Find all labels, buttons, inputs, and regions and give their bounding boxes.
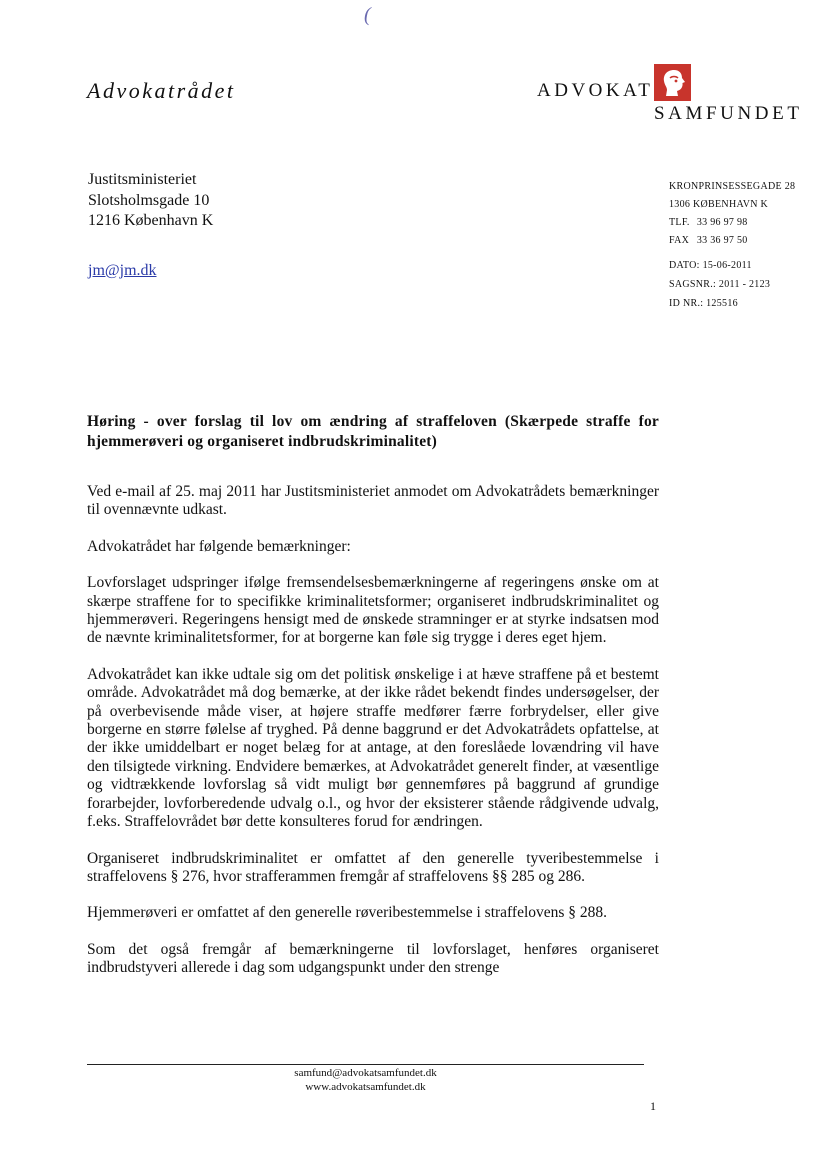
body-paragraph: Hjemmerøveri er omfattet af den generelle røveribestemmelse i straffelovens § 288.	[87, 904, 608, 922]
logo-text-top: ADVOKAT	[537, 80, 654, 101]
id-number: ID NR.: 125516	[669, 298, 738, 309]
body-paragraph: Som det også fremgår af bemærkningerne til lovforslaget, henføres organiseret indbrudstyveri allerede i dag som udgangspunkt under den strenge	[87, 940, 659, 977]
letter-date: DATO: 15-06-2011	[669, 260, 752, 271]
body-paragraph: Advokatrådet kan ikke udtale sig om det politisk ønskelige i at hæve straffene på et bestemt område. Advokatrådet må dog bemærke, at der ikke rådet bekendt findes undersøgelser, der på overbevisende måde viser, at højere straffe medfører færre forbrydelser, eller give borgerne en større følelse af tryghed. På denne baggrund er det Advokatrådets opfattelse, at der ikke umiddelbart er noget belæg for at antage, at den foreslåede lovændring vil have den tilsigtede virkning. Endvidere bemærkes, at Advokatrådet generelt finder, at væsentlige og vidtrækkende lovforslag så vidt muligt bør gennemføres på baggrund af grundige forarbejder, lovforberedende udvalg o.l., og hvor der eksisterer stående rådgivende udvalg, f.eks. Straffelovrådet bør dette konsulteres forud for ændringen.	[87, 665, 659, 831]
footer-divider	[87, 1064, 644, 1065]
footer-website[interactable]: www.advokatsamfundet.dk	[305, 1081, 426, 1093]
sender-city: 1306 KØBENHAVN K	[669, 199, 769, 210]
case-info-block	[669, 256, 770, 313]
recipient-line: 1216 København K	[88, 212, 214, 229]
phone-label: TLF.	[669, 217, 690, 228]
sender-fax	[669, 232, 795, 250]
logo-text-bottom: SAMFUNDET	[654, 103, 803, 124]
letter-subject: Høring - over forslag til lov om ændring af straffeloven (Skærpede straffe for hjemmerøveri og organiseret indbrudskriminalitet)	[87, 413, 659, 450]
recipient-email-link[interactable]: jm@jm.dk	[88, 262, 157, 279]
sender-street: KRONPRINSESSEGADE 28	[669, 181, 796, 192]
body-paragraph: Lovforslaget udspringer ifølge fremsendelsesbemærkningerne af regeringens ønske om at skærpe straffene for to specifikke kriminalitetsformer; organiseret indbrudskriminalitet og hjemmerøveri. Regeringens hensigt med de ønskede stramninger er at styrke indsatsen mod de nævnte kriminalitetsformer, for at borgerne kan føle sig trygge i deres eget hjem.	[87, 574, 659, 647]
fax-label: FAX	[669, 235, 690, 246]
fax-number: 33 36 97 50	[696, 235, 748, 246]
sender-name: Advokatrådet	[87, 78, 236, 103]
case-number: SAGSNR.: 2011 - 2123	[669, 279, 771, 290]
sender-phone	[669, 214, 795, 232]
body-paragraph: Advokatrådet har følgende bemærkninger:	[87, 537, 351, 555]
logo-emblem-icon	[654, 64, 691, 101]
recipient-line: Slotsholmsgade 10	[88, 191, 210, 209]
body-paragraph: Ved e-mail af 25. maj 2011 har Justitsministeriet anmodet om Advokatrådets bemærkninger til ovennævnte udkast.	[87, 483, 659, 519]
footer-email[interactable]: samfund@advokatsamfundet.dk	[294, 1067, 437, 1079]
phone-number: 33 96 97 98	[696, 217, 748, 228]
footer	[87, 1066, 644, 1094]
handwritten-mark: (	[364, 4, 371, 26]
sender-contact-block	[669, 178, 795, 250]
recipient-line: Justitsministeriet	[88, 171, 197, 188]
recipient-address	[88, 170, 213, 232]
body-paragraph: Organiseret indbrudskriminalitet er omfattet af den generelle tyveribestemmelse i straffelovens § 276, hvor strafferammen fremgår af straffelovens §§ 285 og 286.	[87, 849, 659, 885]
letter-body	[87, 412, 659, 996]
page-number: 1	[650, 1099, 656, 1113]
